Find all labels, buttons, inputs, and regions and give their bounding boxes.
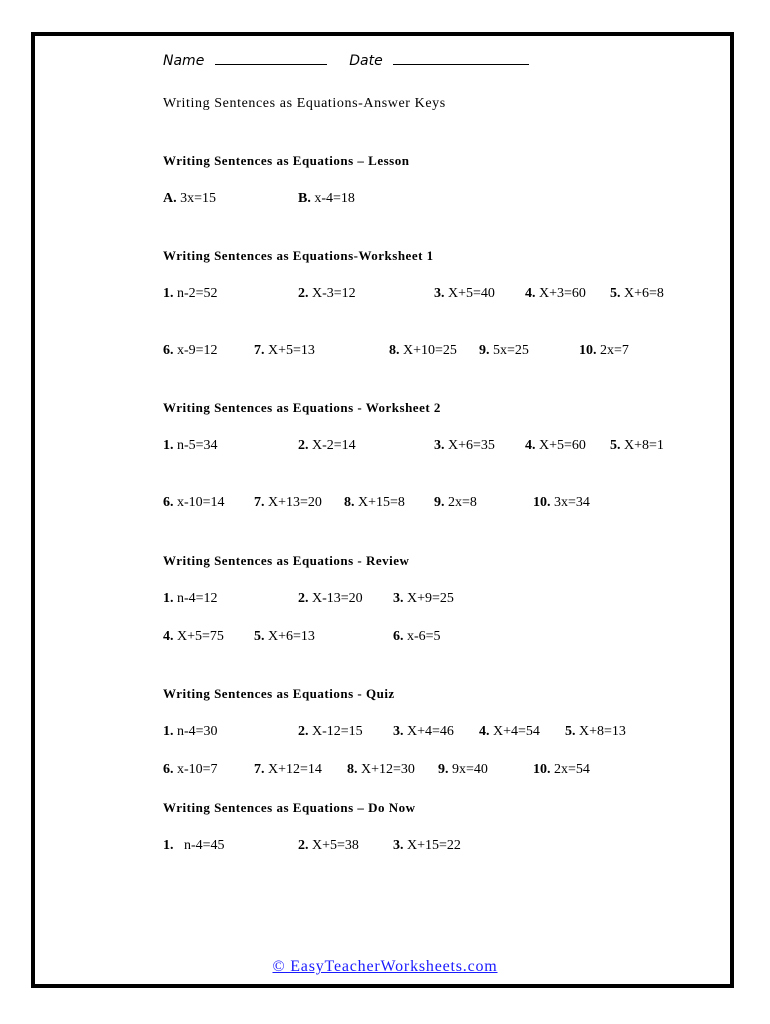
answer-item: 7. X+13=20: [254, 495, 322, 510]
name-label: Name: [163, 53, 205, 69]
answer-item: 1. n-4=45: [163, 838, 225, 853]
section-title-review: Writing Sentences as Equations - Review: [163, 553, 410, 568]
answer-item: 8. X+15=8: [344, 495, 405, 510]
answer-item: 6. x-10=7: [163, 762, 218, 777]
answer-item: 5. X+6=13: [254, 629, 315, 644]
name-blank: [215, 64, 327, 65]
section-title-lesson: Writing Sentences as Equations – Lesson: [163, 153, 410, 168]
answer-item: 2. X-12=15: [298, 724, 363, 739]
answer-item: 9. 5x=25: [479, 343, 529, 358]
answer-item: 2. X-2=14: [298, 438, 356, 453]
answer-item: 1. n-4=30: [163, 724, 218, 739]
answer-lesson-b: B. x-4=18: [298, 191, 355, 206]
answer-item: 6. x-6=5: [393, 629, 441, 644]
section-title-worksheet-1: Writing Sentences as Equations-Worksheet 1: [163, 248, 434, 263]
date-blank: [393, 64, 529, 65]
answer-item: 5. X+6=8: [610, 286, 664, 301]
answer-item: 3. X+9=25: [393, 591, 454, 606]
copyright-link[interactable]: © EasyTeacherWorksheets.com: [272, 958, 498, 975]
answer-item: 5. X+8=13: [565, 724, 626, 739]
answer-item: 7. X+12=14: [254, 762, 322, 777]
answer-item: 3. X+6=35: [434, 438, 495, 453]
answer-item: 7. X+5=13: [254, 343, 315, 358]
answer-item: 10. 3x=34: [533, 495, 590, 510]
answer-item: 5. X+8=1: [610, 438, 664, 453]
section-title-do-now: Writing Sentences as Equations – Do Now: [163, 800, 416, 815]
answer-item: 1. n-4=12: [163, 591, 218, 606]
answer-item: 10. 2x=54: [533, 762, 590, 777]
answer-item: 3. X+4=46: [393, 724, 454, 739]
answer-item: 2. X+5=38: [298, 838, 359, 853]
section-title-quiz: Writing Sentences as Equations - Quiz: [163, 686, 395, 701]
answer-lesson-a: A. 3x=15: [163, 191, 217, 206]
answer-item: 8. X+10=25: [389, 343, 457, 358]
answer-item: 9. 9x=40: [438, 762, 488, 777]
answer-item: 4. X+4=54: [479, 724, 540, 739]
answer-item: 4. X+5=75: [163, 629, 224, 644]
document-title: Writing Sentences as Equations-Answer Keys: [163, 96, 446, 111]
answer-item: 2. X-3=12: [298, 286, 356, 301]
answer-item: 4. X+5=60: [525, 438, 586, 453]
answer-item: 6. x-10=14: [163, 495, 225, 510]
name-date-header: [163, 53, 529, 69]
date-label: Date: [349, 53, 383, 69]
answer-item: 3. X+15=22: [393, 838, 461, 853]
answer-item: 8. X+12=30: [347, 762, 415, 777]
answer-item: 9. 2x=8: [434, 495, 477, 510]
answer-item: 3. X+5=40: [434, 286, 495, 301]
answer-item: 6. x-9=12: [163, 343, 218, 358]
answer-item: 1. n-5=34: [163, 438, 218, 453]
answer-item: 4. X+3=60: [525, 286, 586, 301]
answer-item: 10. 2x=7: [579, 343, 629, 358]
answer-item: 2. X-13=20: [298, 591, 363, 606]
section-title-worksheet-2: Writing Sentences as Equations - Worksheet 2: [163, 400, 441, 415]
answer-item: 1. n-2=52: [163, 286, 218, 301]
